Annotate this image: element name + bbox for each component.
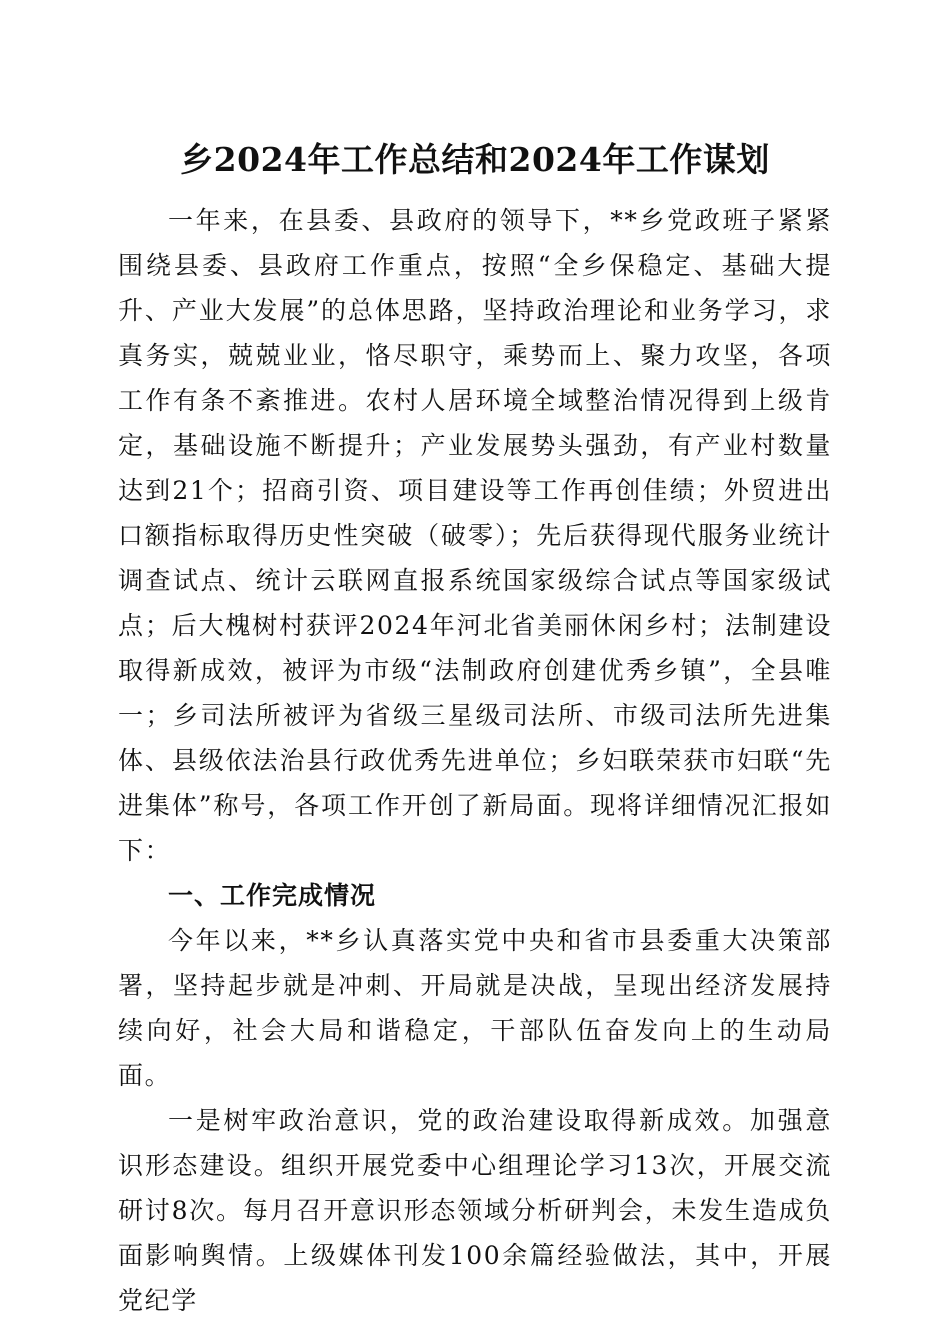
section-paragraph-1: 今年以来，**乡认真落实党中央和省市县委重大决策部署，坚持起步就是冲刺、开局就是决战，呈现出经济发展持续向好，社会大局和谐稳定，干部队伍奋发向上的生动局面。	[118, 926, 832, 1090]
section-heading: 一、工作完成情况	[168, 881, 377, 910]
intro-paragraph: 一年来，在县委、县政府的领导下，**乡党政班子紧紧围绕县委、县政府工作重点，按照“全乡保稳定、基础大提升、产业大发展”的总体思路，坚持政治理论和业务学习，求真务实，兢兢业业，恪尽职守，乘势而上、聚力攻坚，各项工作有条不紊推进。农村人居环境全域整治情况得到上级肯定，基础设施不断提升；产业发展势头强劲，有产业村数量达到21个；招商引资、项目建设等工作再创佳绩；外贸进出口额指标取得历史性突破（破零）；先后获得现代服务业统计调查试点、统计云联网直报系统国家级综合试点等国家级试点；后大槐树村获评2024年河北省美丽休闲乡村；法制建设取得新成效，被评为市级“法制政府创建优秀乡镇”，全县唯一；乡司法所被评为省级三星级司法所、市级司法所先进集体、县级依法治县行政优秀先进单位；乡妇联荣获市妇联“先进集体”称号，各项工作开创了新局面。现将详细情况汇报如下：	[118, 206, 832, 865]
document-body	[118, 198, 832, 1323]
section-paragraph-2: 一是树牢政治意识，党的政治建设取得新成效。加强意识形态建设。组织开展党委中心组理论学习13次，开展交流研讨8次。每月召开意识形态领域分析研判会，未发生造成负面影响舆情。上级媒体刊发100余篇经验做法，其中，开展党纪学	[118, 1106, 832, 1315]
document-title: 乡2024年工作总结和2024年工作谋划	[180, 140, 770, 179]
